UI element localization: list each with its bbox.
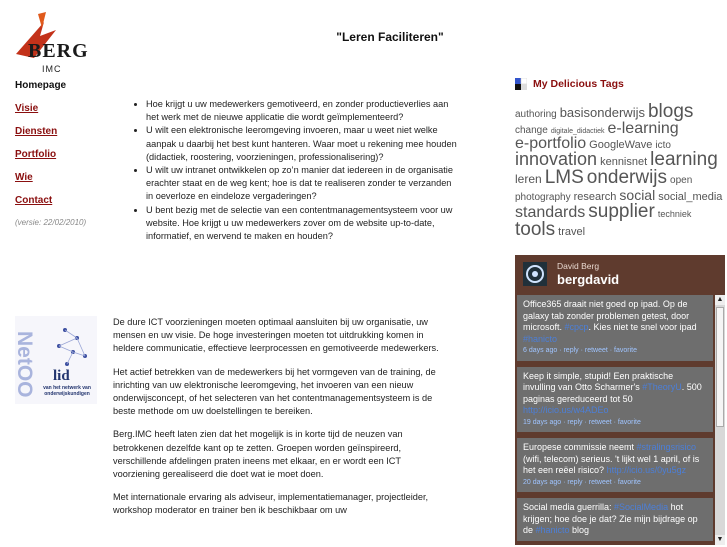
- tweet-meta[interactable]: 19 days ago · reply · retweet · favorite: [523, 418, 641, 426]
- tag-link[interactable]: techniek: [657, 208, 692, 219]
- twitter-handle[interactable]: bergdavid: [557, 272, 620, 287]
- tag-link[interactable]: tools: [515, 218, 556, 240]
- tag-link[interactable]: onderwijs: [586, 167, 668, 189]
- tweet-list: [515, 295, 713, 547]
- tweet-text-part: Europese commissie neemt: [523, 442, 637, 452]
- tag-link[interactable]: social_media: [658, 190, 723, 203]
- nav-link-diensten[interactable]: Diensten: [15, 126, 58, 137]
- tweet-text-part: hot krijgen; hoe doe je dat? Zie mijn bijdrage op de: [523, 502, 698, 535]
- tweet-link[interactable]: #TheoryU: [642, 382, 682, 392]
- tag-link[interactable]: standards: [515, 203, 586, 221]
- tweet-meta[interactable]: 20 days ago · reply · retweet · favorite: [523, 478, 641, 486]
- tag-link[interactable]: kennisnet: [600, 156, 648, 169]
- tag-link[interactable]: e-portfolio: [515, 135, 587, 153]
- avatar[interactable]: [523, 262, 547, 286]
- tag-link[interactable]: supplier: [588, 200, 655, 222]
- tweet: [517, 438, 713, 492]
- nav-link-contact[interactable]: Contact: [15, 195, 53, 206]
- twitter-display-name[interactable]: David Berg: [557, 261, 600, 271]
- nettoo-member-badge[interactable]: [15, 316, 97, 404]
- tag-link[interactable]: icto: [655, 140, 671, 152]
- nettoo-vertical-text: NetOO: [13, 331, 36, 398]
- tag-link[interactable]: basisonderwijs: [559, 105, 645, 120]
- tweet-text: [523, 442, 707, 477]
- nav-item-homepage: Homepage: [15, 80, 67, 91]
- tag-link[interactable]: digitale_didactiek: [550, 128, 605, 136]
- paragraph: De dure ICT voorzieningen moeten optimaal aansluiten bij uw organisatie, uw mensen en uw visie. De hoge investeringen moeten tot uitdrukking komen in heldere communicatie, effectieve leerprocessen en gemotiveerde medewerkers.: [113, 317, 439, 354]
- tag-link[interactable]: open: [670, 175, 693, 187]
- tag-link[interactable]: e-learning: [607, 120, 679, 138]
- tag-link[interactable]: LMS: [544, 167, 584, 189]
- main-content: [113, 316, 448, 528]
- paragraph: Berg.IMC heeft laten zien dat het mogelijk is in korte tijd de neuzen van betrokkenen dezelfde kant op te zetten. Groepen worden geïnspireerd, verschillende afdelingen praten ineens met elkaar, en er wordt een ICT voorziening gerealiseerd die doet wat ie moet doen.: [113, 429, 403, 480]
- left-navigation: [15, 80, 115, 227]
- scroll-down-icon[interactable]: ▼: [716, 536, 724, 543]
- nav-link-wie[interactable]: Wie: [15, 172, 33, 183]
- tag-link[interactable]: travel: [558, 225, 586, 238]
- tweet-meta[interactable]: 6 days ago · reply · retweet · favorite: [523, 347, 637, 354]
- delicious-section: [515, 78, 727, 90]
- tweet-text: Keep it simple, stupid! Een praktische invulling van Otto Scharmer's #TheoryU. 500 paginas gereduceerd tot 50 http://icio.us/w4ADEo: [523, 370, 702, 415]
- logo-text: BERG: [28, 40, 89, 62]
- paragraph: Met internationale ervaring als adviseur, implementatiemanager, projectleider, workshop moderator en trainer ben ik beschikbaar om uw: [113, 492, 429, 516]
- twitter-header: [515, 255, 725, 293]
- tweet-link[interactable]: http://icio.us/0yu5gz: [606, 465, 687, 475]
- nav-link-portfolio[interactable]: Portfolio: [15, 149, 57, 160]
- tag-link[interactable]: social: [619, 186, 656, 203]
- tag-link[interactable]: authoring: [515, 109, 557, 120]
- delicious-icon: [515, 78, 527, 90]
- tag-link[interactable]: leren: [515, 172, 542, 187]
- twitter-widget: [515, 255, 725, 545]
- page-title: "Leren Faciliteren": [336, 30, 444, 44]
- tweet-text-part: Keep it simple, stupid! Een praktische invulling van Otto Scharmer's: [523, 370, 674, 392]
- logo-subtext: IMC: [42, 64, 62, 74]
- question-list: [132, 98, 458, 243]
- tag-link[interactable]: learning: [650, 149, 718, 171]
- scrollbar-thumb[interactable]: [716, 307, 724, 427]
- tweet-link[interactable]: http://icio.us/w4ADEo: [523, 405, 609, 415]
- nettoo-caption: van het netwerk van onderwijskundigen: [43, 385, 91, 397]
- tweet-link[interactable]: #hanicto: [523, 333, 558, 344]
- tag-link[interactable]: GoogleWave: [589, 139, 653, 152]
- list-item: • U wilt een elektronische leeromgeving invoeren, maar u weet niet welke aanpak u daarbij het best kunt hanteren. Waar moet u rekening mee houden (didactiek, roostering, voorzieningen, professionalisering)?: [146, 124, 458, 164]
- version-date: (versie: 22/02/2010): [15, 218, 87, 227]
- tweet-text: [523, 502, 707, 537]
- paragraph: Het actief betrekken van de medewerkers bij het vormgeven van de training, de inrichting van uw elektronische leeromgeving, het invoeren van een nieuw onderwijsconcept, of het selecteren van het contentmanagementsysteem is de beste methode om uw doelstellingen te bereiken.: [113, 366, 436, 417]
- tag-link[interactable]: innovation: [515, 149, 598, 170]
- tweet-text: [523, 299, 707, 345]
- tweet-link[interactable]: #hanicto: [535, 525, 570, 535]
- tweet-text-part: Social media guerrilla:: [523, 502, 615, 512]
- tag-link[interactable]: blogs: [647, 101, 694, 122]
- list-item: • U bent bezig met de selectie van een contentmanagementsysteem voor uw website. Hoe krijgt u uw medewerkers zover om de website up-to-date, informatief, en wervend te maken en houden?: [146, 204, 458, 244]
- list-item: • U wilt uw intranet ontwikkelen op zo’n manier dat iedereen in de organisatie erachter staat en de weg kent; hoe is dat te realiseren zonder te verzanden in oeverloze en eindeloze vergaderingen?: [146, 164, 458, 204]
- tweet-scrollbar[interactable]: [715, 295, 725, 545]
- tweet-text-part: (wifi, telecom) serieus. 't lijkt wel 1 april, of is het een reëel risico?: [523, 453, 700, 475]
- tag-link[interactable]: research: [573, 190, 617, 203]
- tweet-link[interactable]: #stralingsrisico: [636, 442, 697, 452]
- tweet: [517, 295, 713, 361]
- tag-link[interactable]: change: [515, 125, 548, 137]
- tweet-text-part: Office365 draait niet goed op ipad. Op de galaxy tab zonder problemen getest, door microsoft.: [523, 299, 690, 332]
- tag-cloud: [515, 103, 726, 239]
- tweet: [517, 367, 713, 433]
- nav-link-visie[interactable]: Visie: [15, 103, 39, 114]
- list-item: • Hoe krijgt u uw medewerkers gemotiveerd, en zonder productieverlies aan het werk met de nieuwe applicatie die wordt geïmplementeerd?: [146, 98, 458, 124]
- tweet-link[interactable]: #cpcp: [564, 322, 589, 332]
- nettoo-lid-label: lid: [53, 368, 70, 384]
- tweet-link[interactable]: #SocialMedia: [614, 502, 669, 512]
- delicious-title-text: My Delicious Tags: [533, 78, 624, 90]
- tweet-text-part: . Kies niet te snel voor ipad: [588, 322, 697, 332]
- scroll-up-icon[interactable]: ▲: [716, 296, 724, 303]
- tweet: [517, 498, 713, 541]
- tweet-text-part: blog: [569, 525, 590, 535]
- tag-link[interactable]: photography: [515, 191, 571, 203]
- delicious-title[interactable]: [515, 78, 727, 90]
- berg-imc-logo[interactable]: [12, 12, 102, 74]
